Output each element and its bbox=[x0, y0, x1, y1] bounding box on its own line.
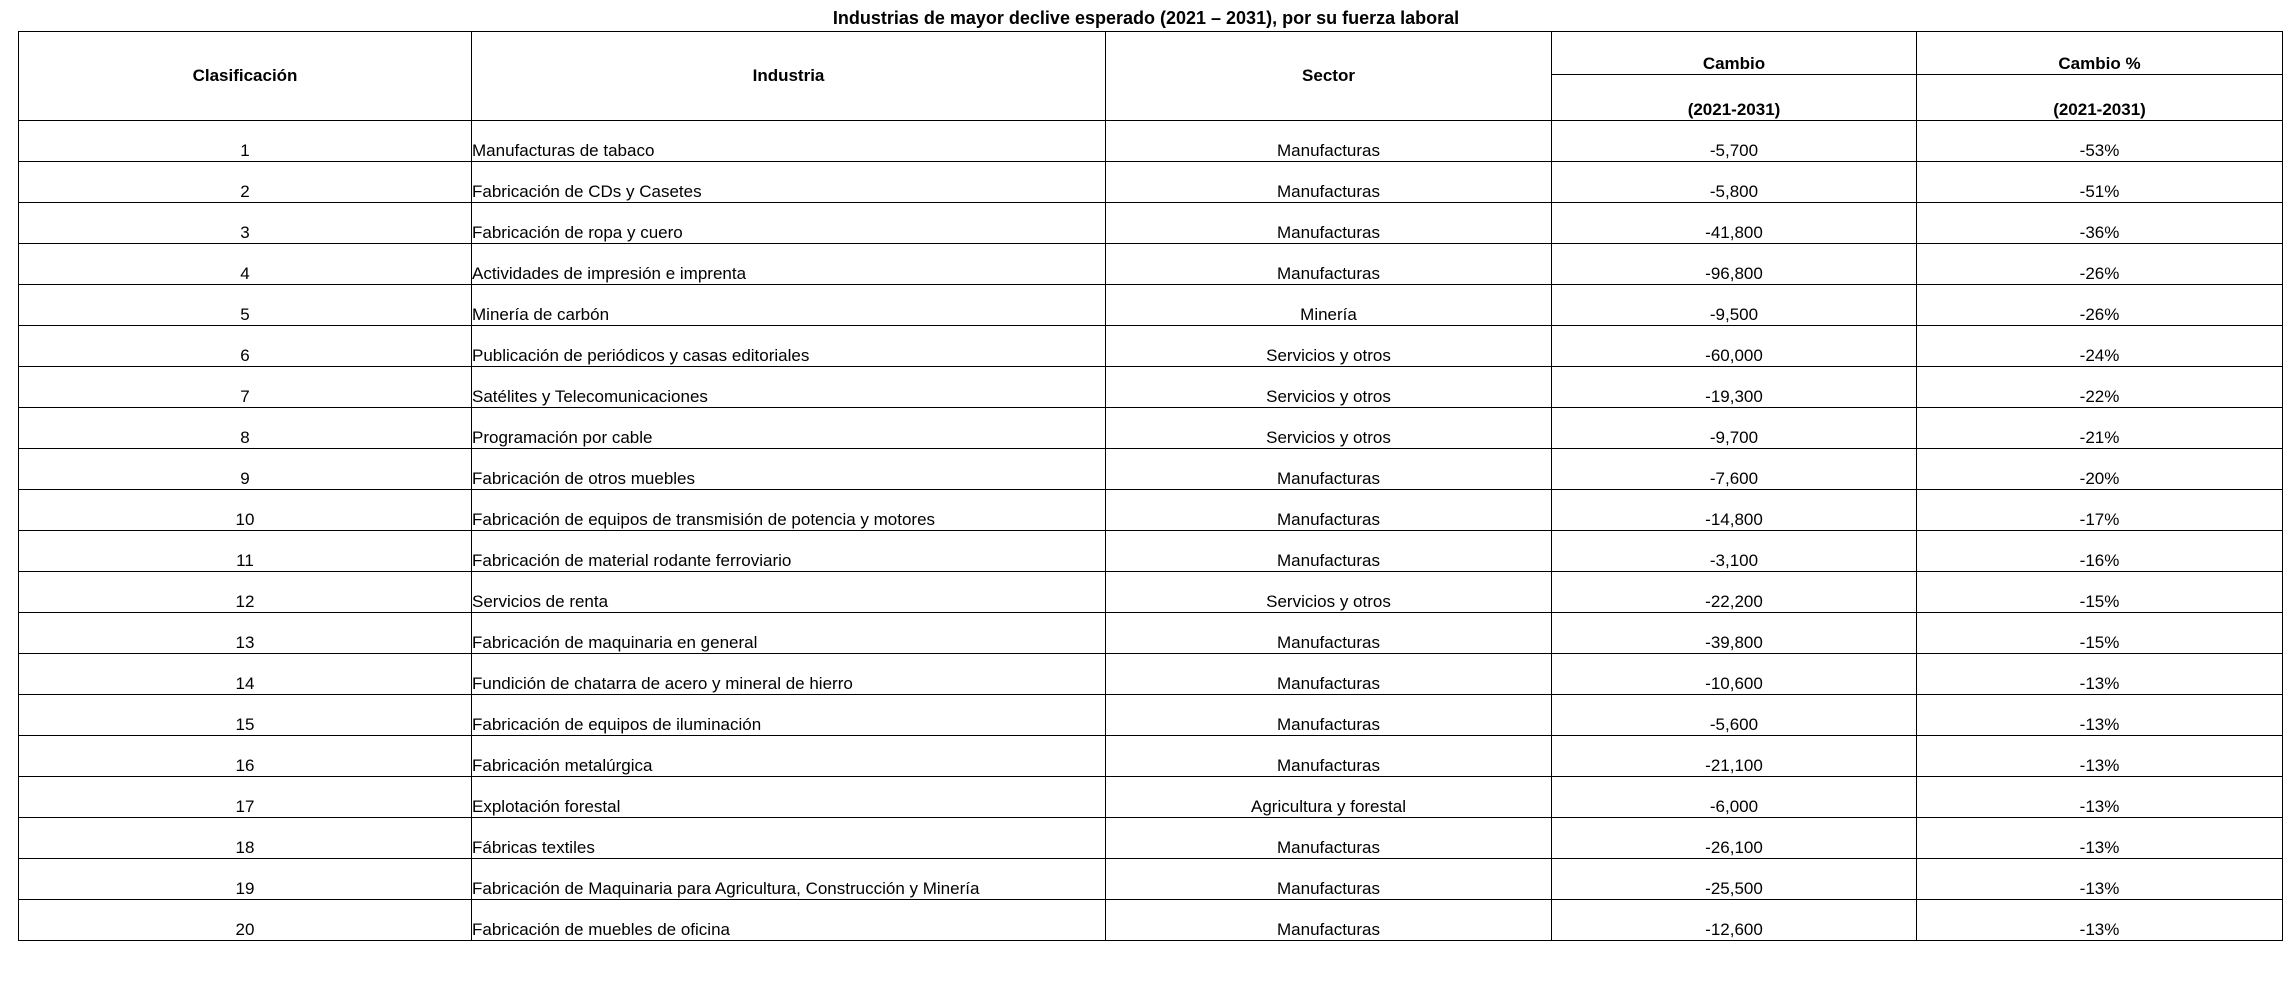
cell-sector: Manufacturas bbox=[1106, 613, 1552, 654]
cell-change-pct: -15% bbox=[1917, 613, 2283, 654]
table-row bbox=[19, 490, 2283, 531]
cell-sector: Manufacturas bbox=[1106, 695, 1552, 736]
cell-change: -7,600 bbox=[1552, 449, 1917, 490]
cell-change: -9,700 bbox=[1552, 408, 1917, 449]
cell-industry: Actividades de impresión e imprenta bbox=[472, 244, 1106, 285]
cell-rank: 15 bbox=[19, 695, 472, 736]
cell-change-pct: -26% bbox=[1917, 244, 2283, 285]
cell-sector: Manufacturas bbox=[1106, 203, 1552, 244]
table-row bbox=[19, 326, 2283, 367]
cell-sector: Servicios y otros bbox=[1106, 326, 1552, 367]
cell-change-pct: -16% bbox=[1917, 531, 2283, 572]
table-row bbox=[19, 367, 2283, 408]
cell-rank: 17 bbox=[19, 777, 472, 818]
cell-change: -12,600 bbox=[1552, 900, 1917, 941]
cell-sector: Manufacturas bbox=[1106, 818, 1552, 859]
header-industry: Industria bbox=[472, 32, 1106, 121]
cell-rank: 14 bbox=[19, 654, 472, 695]
cell-change-pct: -13% bbox=[1917, 736, 2283, 777]
cell-change: -3,100 bbox=[1552, 531, 1917, 572]
table-row bbox=[19, 777, 2283, 818]
table-row bbox=[19, 244, 2283, 285]
cell-rank: 8 bbox=[19, 408, 472, 449]
cell-change-pct: -36% bbox=[1917, 203, 2283, 244]
cell-change-pct: -17% bbox=[1917, 490, 2283, 531]
cell-industry: Servicios de renta bbox=[472, 572, 1106, 613]
cell-sector: Servicios y otros bbox=[1106, 408, 1552, 449]
cell-change: -9,500 bbox=[1552, 285, 1917, 326]
header-change: Cambio bbox=[1552, 32, 1917, 75]
cell-rank: 4 bbox=[19, 244, 472, 285]
cell-change-pct: -13% bbox=[1917, 695, 2283, 736]
cell-industry: Programación por cable bbox=[472, 408, 1106, 449]
cell-change-pct: -13% bbox=[1917, 818, 2283, 859]
cell-change: -41,800 bbox=[1552, 203, 1917, 244]
cell-sector: Servicios y otros bbox=[1106, 572, 1552, 613]
cell-sector: Servicios y otros bbox=[1106, 367, 1552, 408]
cell-industry: Explotación forestal bbox=[472, 777, 1106, 818]
cell-change: -26,100 bbox=[1552, 818, 1917, 859]
cell-industry: Manufacturas de tabaco bbox=[472, 121, 1106, 162]
cell-change-pct: -20% bbox=[1917, 449, 2283, 490]
cell-change-pct: -26% bbox=[1917, 285, 2283, 326]
cell-change: -96,800 bbox=[1552, 244, 1917, 285]
cell-change-pct: -13% bbox=[1917, 654, 2283, 695]
cell-rank: 1 bbox=[19, 121, 472, 162]
cell-change: -21,100 bbox=[1552, 736, 1917, 777]
cell-rank: 16 bbox=[19, 736, 472, 777]
cell-rank: 13 bbox=[19, 613, 472, 654]
header-change-period: (2021-2031) bbox=[1552, 74, 1917, 120]
table-row bbox=[19, 572, 2283, 613]
cell-change: -10,600 bbox=[1552, 654, 1917, 695]
table-row bbox=[19, 285, 2283, 326]
cell-sector: Agricultura y forestal bbox=[1106, 777, 1552, 818]
table-row bbox=[19, 203, 2283, 244]
table-row bbox=[19, 531, 2283, 572]
cell-change: -5,800 bbox=[1552, 162, 1917, 203]
table-row bbox=[19, 449, 2283, 490]
cell-industry: Satélites y Telecomunicaciones bbox=[472, 367, 1106, 408]
cell-industry: Fabricación de CDs y Casetes bbox=[472, 162, 1106, 203]
table-row bbox=[19, 613, 2283, 654]
cell-industry: Publicación de periódicos y casas editoriales bbox=[472, 326, 1106, 367]
cell-industry: Fabricación de Maquinaria para Agricultura, Construcción y Minería bbox=[472, 859, 1106, 900]
table-row bbox=[19, 695, 2283, 736]
table-row bbox=[19, 900, 2283, 941]
cell-change-pct: -13% bbox=[1917, 859, 2283, 900]
cell-rank: 19 bbox=[19, 859, 472, 900]
cell-change: -60,000 bbox=[1552, 326, 1917, 367]
cell-rank: 20 bbox=[19, 900, 472, 941]
cell-industry: Fabricación de material rodante ferroviario bbox=[472, 531, 1106, 572]
cell-industry: Fabricación de equipos de iluminación bbox=[472, 695, 1106, 736]
cell-rank: 18 bbox=[19, 818, 472, 859]
table-row bbox=[19, 818, 2283, 859]
cell-sector: Manufacturas bbox=[1106, 736, 1552, 777]
cell-change-pct: -22% bbox=[1917, 367, 2283, 408]
cell-rank: 12 bbox=[19, 572, 472, 613]
cell-industry: Fábricas textiles bbox=[472, 818, 1106, 859]
cell-industry: Fabricación de otros muebles bbox=[472, 449, 1106, 490]
cell-sector: Manufacturas bbox=[1106, 121, 1552, 162]
cell-change: -39,800 bbox=[1552, 613, 1917, 654]
cell-change: -6,000 bbox=[1552, 777, 1917, 818]
cell-change: -22,200 bbox=[1552, 572, 1917, 613]
industries-table bbox=[18, 31, 2283, 941]
cell-rank: 7 bbox=[19, 367, 472, 408]
cell-rank: 2 bbox=[19, 162, 472, 203]
cell-rank: 9 bbox=[19, 449, 472, 490]
cell-industry: Minería de carbón bbox=[472, 285, 1106, 326]
table-row bbox=[19, 654, 2283, 695]
cell-change: -5,600 bbox=[1552, 695, 1917, 736]
table-body bbox=[19, 121, 2283, 941]
header-change-pct-period: (2021-2031) bbox=[1917, 74, 2283, 120]
cell-sector: Manufacturas bbox=[1106, 859, 1552, 900]
header-change-pct: Cambio % bbox=[1917, 32, 2283, 75]
cell-industry: Fabricación de equipos de transmisión de potencia y motores bbox=[472, 490, 1106, 531]
cell-change-pct: -15% bbox=[1917, 572, 2283, 613]
cell-industry: Fabricación de maquinaria en general bbox=[472, 613, 1106, 654]
cell-change: -14,800 bbox=[1552, 490, 1917, 531]
header-row bbox=[19, 32, 2283, 75]
cell-industry: Fabricación metalúrgica bbox=[472, 736, 1106, 777]
table-row bbox=[19, 736, 2283, 777]
cell-change: -5,700 bbox=[1552, 121, 1917, 162]
cell-rank: 5 bbox=[19, 285, 472, 326]
header-rank: Clasificación bbox=[19, 32, 472, 121]
cell-sector: Manufacturas bbox=[1106, 449, 1552, 490]
cell-change-pct: -51% bbox=[1917, 162, 2283, 203]
page-title: Industrias de mayor declive esperado (2021 – 2031), por su fuerza laboral bbox=[832, 8, 1460, 28]
cell-change-pct: -24% bbox=[1917, 326, 2283, 367]
cell-sector: Manufacturas bbox=[1106, 531, 1552, 572]
cell-industry: Fabricación de muebles de oficina bbox=[472, 900, 1106, 941]
cell-industry: Fabricación de ropa y cuero bbox=[472, 203, 1106, 244]
cell-change: -25,500 bbox=[1552, 859, 1917, 900]
table-row bbox=[19, 408, 2283, 449]
cell-sector: Manufacturas bbox=[1106, 162, 1552, 203]
cell-change-pct: -13% bbox=[1917, 777, 2283, 818]
table-row bbox=[19, 859, 2283, 900]
cell-change-pct: -53% bbox=[1917, 121, 2283, 162]
cell-change: -19,300 bbox=[1552, 367, 1917, 408]
cell-industry: Fundición de chatarra de acero y mineral de hierro bbox=[472, 654, 1106, 695]
cell-sector: Manufacturas bbox=[1106, 654, 1552, 695]
cell-rank: 10 bbox=[19, 490, 472, 531]
cell-change-pct: -13% bbox=[1917, 900, 2283, 941]
cell-rank: 6 bbox=[19, 326, 472, 367]
table-row bbox=[19, 162, 2283, 203]
cell-sector: Minería bbox=[1106, 285, 1552, 326]
cell-sector: Manufacturas bbox=[1106, 244, 1552, 285]
cell-sector: Manufacturas bbox=[1106, 900, 1552, 941]
table-row bbox=[19, 121, 2283, 162]
header-sector: Sector bbox=[1106, 32, 1552, 121]
cell-rank: 3 bbox=[19, 203, 472, 244]
cell-rank: 11 bbox=[19, 531, 472, 572]
cell-sector: Manufacturas bbox=[1106, 490, 1552, 531]
cell-change-pct: -21% bbox=[1917, 408, 2283, 449]
